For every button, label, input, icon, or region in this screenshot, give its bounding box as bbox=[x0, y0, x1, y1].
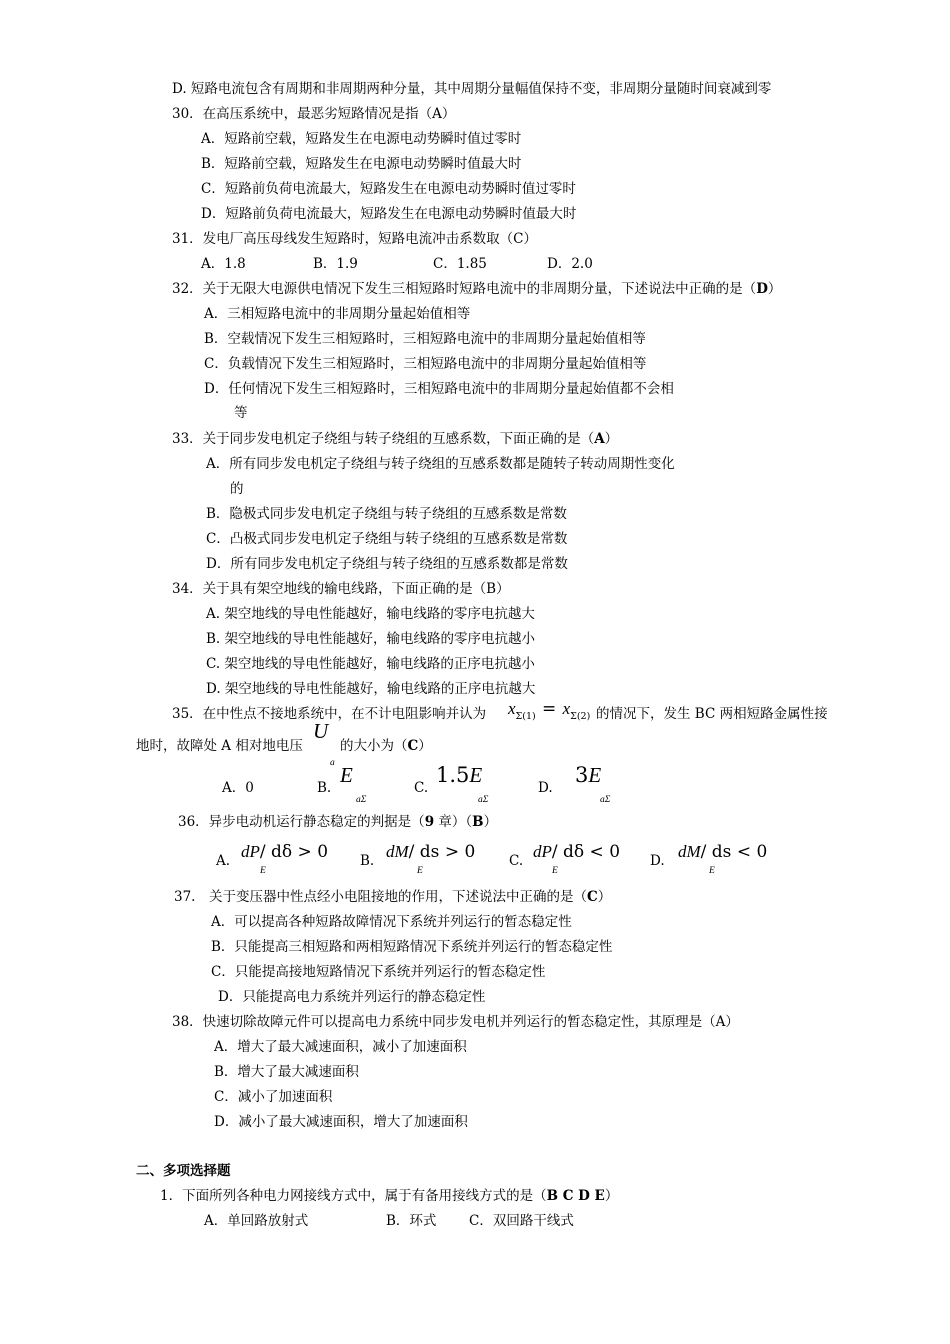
q35-option-c-formula: 1.5E aΣ bbox=[436, 763, 489, 805]
q32-option-b: B．空载情况下发生三相短路时，三相短路电流中的非周期分量起始值相等 bbox=[204, 331, 646, 347]
q31-option-b: B．1.9 bbox=[313, 256, 358, 272]
q35-option-c-label: C. bbox=[414, 780, 429, 796]
q31-stem: 31．发电厂高压母线发生短路时，短路电流冲击系数取（C） bbox=[172, 231, 538, 247]
q32-option-d-cont: 等 bbox=[234, 405, 248, 421]
q31-option-a: A．1.8 bbox=[201, 256, 246, 272]
q31-option-c: C．1.85 bbox=[433, 256, 487, 272]
q33-option-b: B．隐极式同步发电机定子绕组与转子绕组的互感系数是常数 bbox=[206, 506, 567, 522]
q33-stem: 33．关于同步发电机定子绕组与转子绕组的互感系数，下面正确的是（A） bbox=[172, 431, 619, 447]
q37-option-b: B．只能提高三相短路和两相短路情况下系统并列运行的暂态稳定性 bbox=[211, 939, 613, 955]
m1-option-a: A．单回路放射式 bbox=[204, 1213, 309, 1229]
q30-option-c: C．短路前负荷电流最大，短路发生在电源电动势瞬时值过零时 bbox=[201, 181, 576, 197]
section-heading-multiple-choice: 二、多项选择题 bbox=[136, 1163, 231, 1179]
q37-option-c: C．只能提高接地短路情况下系统并列运行的暂态稳定性 bbox=[211, 964, 546, 980]
q35-formula-x-equal: $x_{\Sigma(1)} = x_{\Sigma(2)}$ bbox=[508, 699, 591, 722]
q38-option-c: C．减小了加速面积 bbox=[214, 1089, 333, 1105]
q33-option-a: A．所有同步发电机定子绕组与转子绕组的互感系数都是随转子转动周期性变化 bbox=[206, 456, 675, 472]
q30-option-d: D．短路前负荷电流最大，短路发生在电源电动势瞬时值最大时 bbox=[201, 206, 577, 222]
q38-option-b: B．增大了最大减速面积 bbox=[214, 1064, 359, 1080]
q34-option-c: C. 架空地线的导电性能越好，输电线路的正序电抗越小 bbox=[206, 656, 535, 672]
q35-stem-line1-end: 的情况下，发生 BC 两相短路金属性接 bbox=[596, 706, 828, 722]
q32-option-d: D．任何情况下发生三相短路时，三相短路电流中的非周期分量起始值都不会相 bbox=[204, 381, 674, 397]
q38-stem: 38．快速切除故障元件可以提高电力系统中同步发电机并列运行的暂态稳定性，其原理是（A） bbox=[172, 1014, 739, 1030]
q35-option-d-label: D. bbox=[538, 780, 553, 796]
q38-option-a: A．增大了最大减速面积，减小了加速面积 bbox=[214, 1039, 467, 1055]
q36-option-a-formula: dP/ dδ > 0 E bbox=[241, 842, 329, 876]
q35-option-b-label: B. bbox=[317, 780, 332, 796]
q30-stem: 30．在高压系统中，最恶劣短路情况是指（A） bbox=[172, 106, 456, 122]
q32-stem: 32．关于无限大电源供电情况下发生三相短路时短路电流中的非周期分量，下述说法中正确的是（D） bbox=[172, 281, 782, 297]
q36-option-d-formula: dM/ ds < 0 E bbox=[678, 842, 768, 876]
q30-option-a: A．短路前空载，短路发生在电源电动势瞬时值过零时 bbox=[201, 131, 522, 147]
q36-option-c-label: C. bbox=[509, 853, 524, 869]
q34-option-d: D. 架空地线的导电性能越好，输电线路的正序电抗越大 bbox=[206, 681, 536, 697]
q36-option-b-label: B. bbox=[360, 853, 375, 869]
q35-stem-line1: 35．在中性点不接地系统中，在不计电阻影响并认为 bbox=[172, 706, 487, 722]
m1-option-c: C．双回路干线式 bbox=[469, 1213, 574, 1229]
q30-option-b: B．短路前空载，短路发生在电源电动势瞬时值最大时 bbox=[201, 156, 522, 172]
q35-stem-line2: 地时，故障处 A 相对地电压 bbox=[136, 738, 303, 754]
q32-option-c: C．负载情况下发生三相短路时，三相短路电流中的非周期分量起始值相等 bbox=[204, 356, 647, 372]
q36-option-a-label: A. bbox=[216, 853, 231, 869]
q29-option-d: D. 短路电流包含有周期和非周期两种分量，其中周期分量幅值保持不变，非周期分量随时间衰减到零 bbox=[172, 81, 772, 97]
q33-option-a-cont: 的 bbox=[230, 481, 244, 497]
q32-option-a: A．三相短路电流中的非周期分量起始值相等 bbox=[204, 306, 471, 322]
q38-option-d: D．减小了最大减速面积，增大了加速面积 bbox=[214, 1114, 468, 1130]
q36-option-c-formula: dP/ dδ < 0 E bbox=[533, 842, 621, 876]
q31-option-d: D．2.0 bbox=[547, 256, 593, 272]
m1-option-b: B．环式 bbox=[386, 1213, 437, 1229]
q35-option-d-formula: 3E aΣ bbox=[575, 763, 611, 805]
q34-stem: 34．关于具有架空地线的输电线路，下面正确的是（B） bbox=[172, 581, 510, 597]
q36-stem: 36．异步电动机运行静态稳定的判据是（9 章）（B） bbox=[178, 814, 498, 830]
q35-option-a: A．0 bbox=[222, 780, 254, 796]
q37-stem: 37. 关于变压器中性点经小电阻接地的作用，下述说法中正确的是（C） bbox=[174, 889, 612, 905]
q37-option-d: D．只能提高电力系统并列运行的静态稳定性 bbox=[218, 989, 486, 1005]
q36-option-d-label: D. bbox=[650, 853, 665, 869]
m1-stem: 1．下面所列各种电力网接线方式中，属于有备用接线方式的是（B C D E） bbox=[160, 1188, 619, 1204]
q35-formula-ua: U a bbox=[313, 719, 335, 768]
q34-option-a: A. 架空地线的导电性能越好，输电线路的零序电抗越大 bbox=[206, 606, 535, 622]
q37-option-a: A．可以提高各种短路故障情况下系统并列运行的暂态稳定性 bbox=[211, 914, 572, 930]
q34-option-b: B. 架空地线的导电性能越好，输电线路的零序电抗越小 bbox=[206, 631, 536, 647]
q35-stem-line2-end: 的大小为（C） bbox=[340, 738, 432, 754]
q36-option-b-formula: dM/ ds > 0 E bbox=[386, 842, 476, 876]
q35-option-b-formula: E aΣ bbox=[340, 763, 367, 805]
q33-option-d: D．所有同步发电机定子绕组与转子绕组的互感系数都是常数 bbox=[206, 556, 568, 572]
q33-option-c: C．凸极式同步发电机定子绕组与转子绕组的互感系数是常数 bbox=[206, 531, 568, 547]
